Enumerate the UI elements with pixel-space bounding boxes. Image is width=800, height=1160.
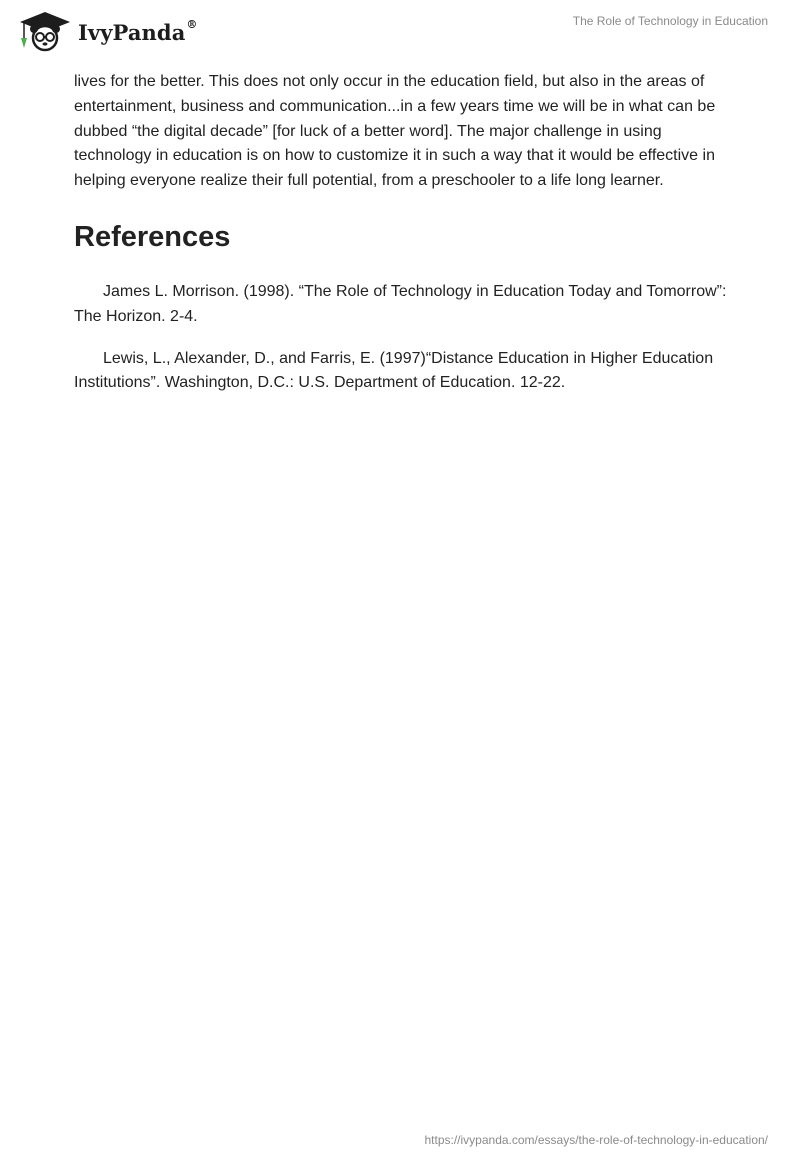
references-heading: References <box>74 220 231 253</box>
running-title: The Role of Technology in Education <box>572 14 768 28</box>
footer-source-url[interactable]: https://ivypanda.com/essays/the-role-of-technology-in-education/ <box>424 1133 768 1147</box>
brand-name: IvyPanda® <box>78 17 198 45</box>
document-body <box>74 70 734 413</box>
brand-logo[interactable] <box>16 8 198 52</box>
page-header <box>0 0 800 64</box>
registered-mark: ® <box>186 17 198 31</box>
reference-item: James L. Morrison. (1998). “The Role of Technology in Education Today and Tomorrow”: The Horizon. 2-4. <box>74 282 727 325</box>
panda-graduate-logo-icon <box>16 8 74 52</box>
reference-item: Lewis, L., Alexander, D., and Farris, E. (1997)“Distance Education in Higher Education Institutions”. Washington, D.C.: U.S. Department of Education. 12-22. <box>74 349 714 392</box>
body-paragraph: lives for the better. This does not only occur in the education field, but also in the areas of entertainment, business and communication...in a few years time we will be in what can be dubbed “the digital decade” [for luck of a better word]. The major challenge in using technology in education is on how to customize it in such a way that it would be effective in helping everyone realize their full potential, from a preschooler to a life long learner. <box>74 73 716 190</box>
